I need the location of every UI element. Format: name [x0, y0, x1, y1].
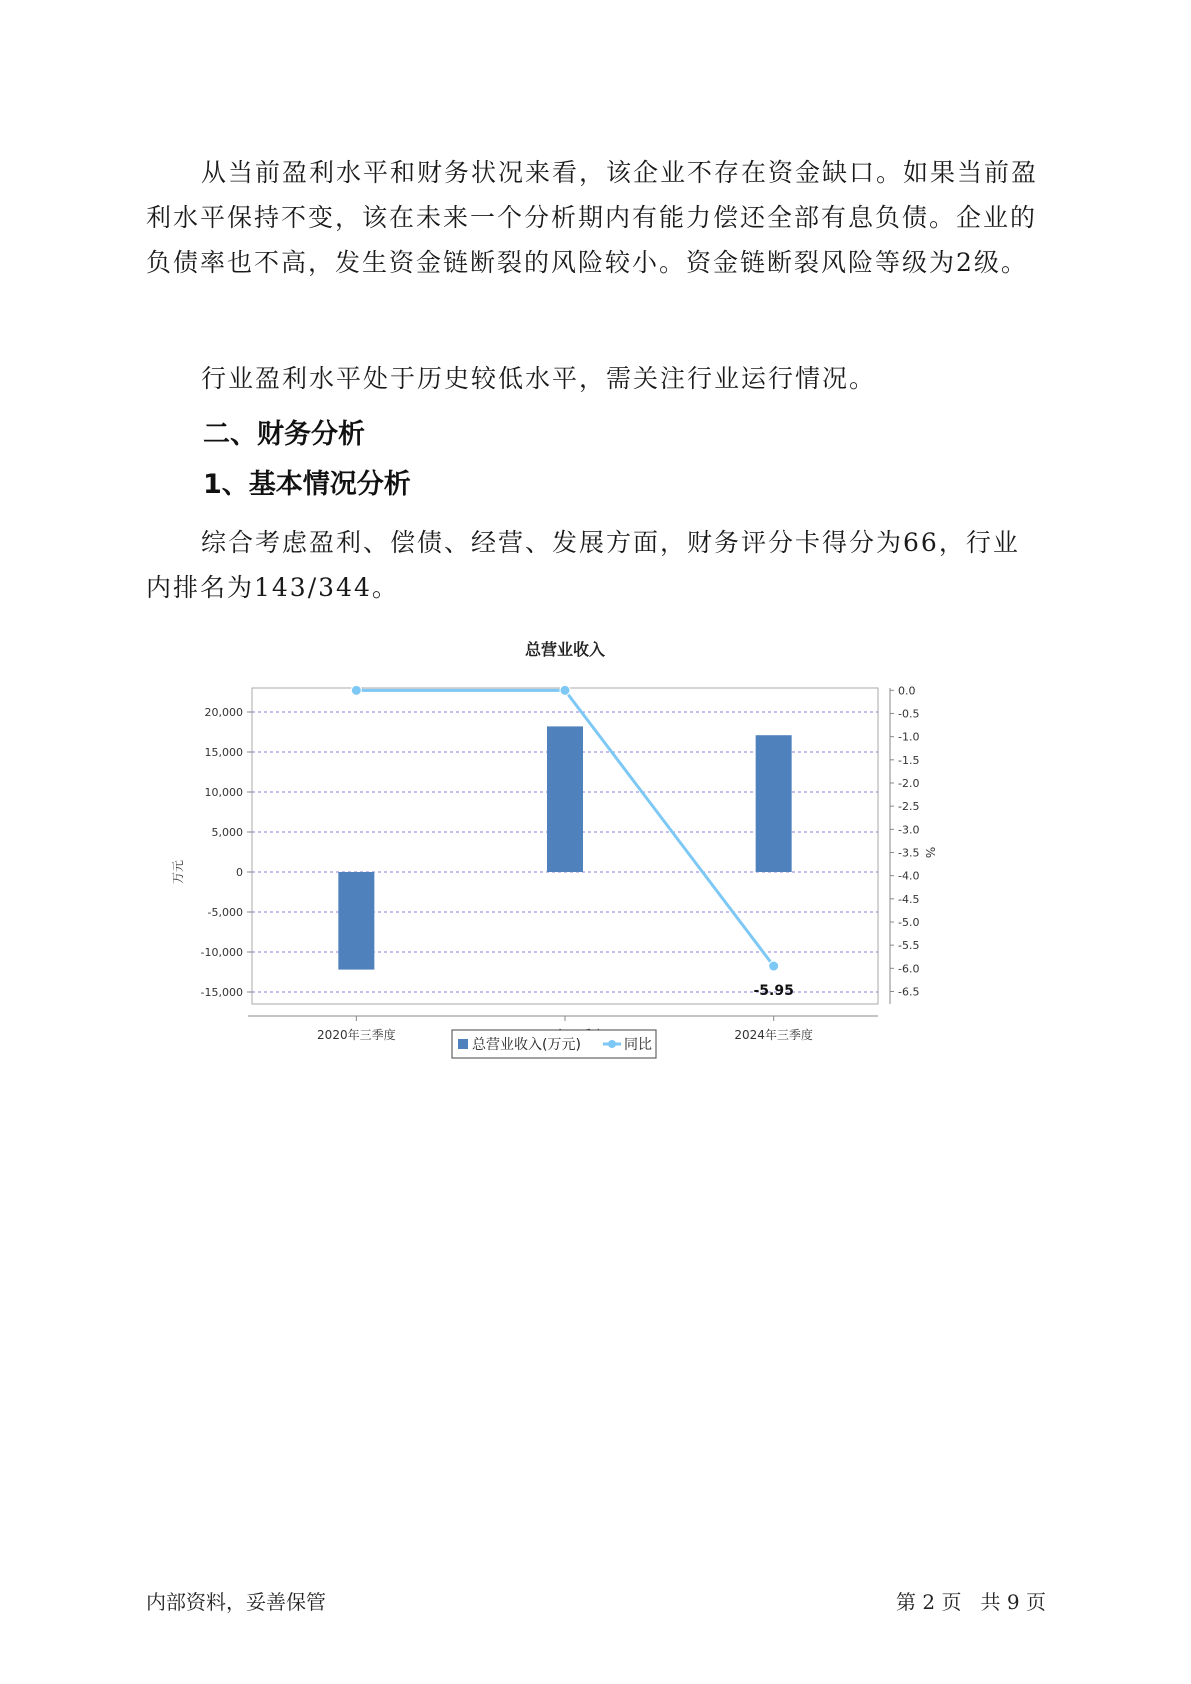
legend-swatch-point [608, 1040, 616, 1048]
chart-title: 总营业收入 [524, 640, 606, 659]
y-tick-label: 5,000 [211, 826, 243, 839]
y-tick-label: 20,000 [204, 706, 243, 719]
bar-revenue [338, 872, 374, 970]
legend-label-revenue: 总营业收入(万元) [472, 1037, 581, 1053]
revenue-chart [160, 630, 1040, 1080]
y-right-tick-label: -5.0 [898, 915, 920, 929]
y-right-tick-label: -1.0 [898, 730, 920, 744]
data-label-yoy: -5.95 [753, 983, 794, 1000]
footer-page-number: 第 2 页 共 9 页 [896, 1590, 1046, 1614]
legend-label-yoy: 同比 [624, 1037, 652, 1053]
point-yoy [351, 685, 361, 695]
y-right-tick-label: -4.0 [898, 869, 920, 883]
x-tick-label: 2024年三季度 [734, 1028, 813, 1042]
subsection-heading: 1、基本情况分析 [203, 469, 411, 500]
y-tick-label: 0 [236, 866, 243, 879]
point-yoy [769, 961, 779, 971]
y-right-tick-label: -6.5 [898, 985, 920, 999]
y-tick-label: 15,000 [204, 746, 243, 759]
bar-revenue [547, 726, 583, 872]
x-tick-label: 2020年三季度 [317, 1028, 396, 1042]
y-right-tick-label: -1.5 [898, 753, 920, 767]
y-tick-label: -5,000 [207, 906, 243, 919]
y-right-tick-label: -3.0 [898, 823, 920, 837]
y-axis-title: 万元 [171, 859, 185, 885]
y-right-tick-label: -0.5 [898, 707, 920, 721]
y-right-tick-label: 0.0 [898, 684, 916, 698]
section-heading: 二、财务分析 [203, 419, 365, 450]
y-tick-label: -15,000 [200, 986, 243, 999]
y-right-tick-label: -6.0 [898, 962, 920, 976]
revenue-chart-svg [160, 630, 1040, 1080]
y-tick-label: 10,000 [204, 786, 243, 799]
bar-revenue [756, 735, 792, 872]
paragraph-funding-risk: 从当前盈利水平和财务状况来看，该企业不存在资金缺口。如果当前盈利水平保持不变，该在未来一个分析期内有能力偿还全部有息负债。企业的负债率也不高，发生资金链断裂的风险较小。资金链断裂风险等级为2级。 [146, 158, 1039, 277]
paragraph-score: 综合考虑盈利、偿债、经营、发展方面，财务评分卡得分为66，行业内排名为143/344。 [146, 528, 1020, 602]
footer-confidential: 内部资料，妥善保管 [146, 1590, 326, 1614]
y-tick-label: -10,000 [200, 946, 243, 959]
y-right-tick-label: -2.5 [898, 800, 920, 814]
y-right-tick-label: -4.5 [898, 892, 920, 906]
legend-swatch-bar [458, 1039, 468, 1049]
paragraph-industry-profit: 行业盈利水平处于历史较低水平，需关注行业运行情况。 [201, 364, 877, 393]
point-yoy [560, 685, 570, 695]
y-right-tick-label: -3.5 [898, 846, 920, 860]
y-right-tick-label: -5.5 [898, 939, 920, 953]
y-right-tick-label: -2.0 [898, 776, 920, 790]
y-axis-right-title: % [923, 846, 937, 859]
